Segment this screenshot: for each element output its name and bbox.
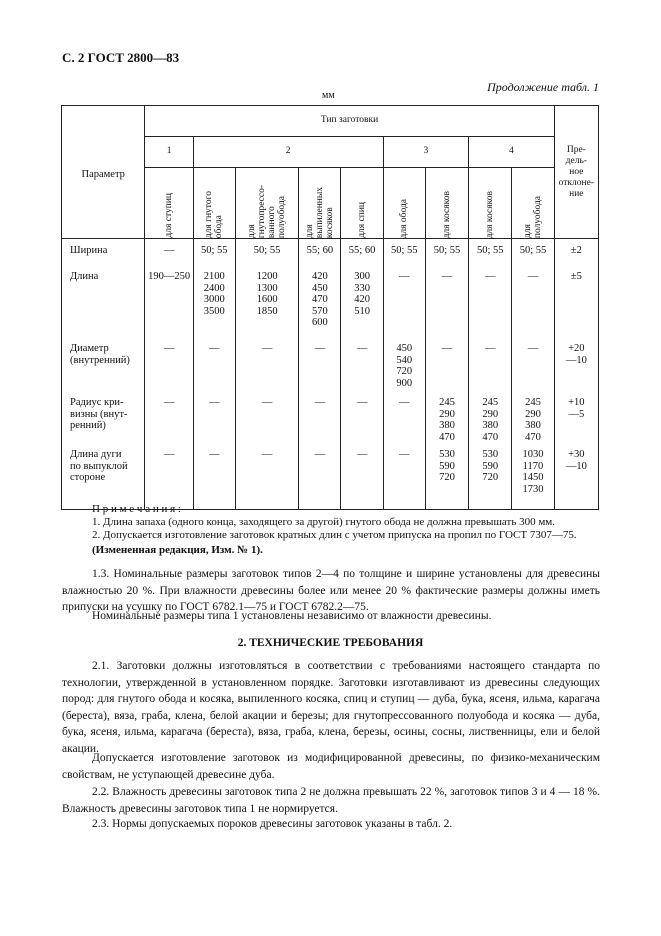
- edition-note: (Измененная редакция, Изм. № 1).: [92, 544, 263, 556]
- row-label: Радиус кри- визны (внут- ренний): [62, 393, 145, 445]
- table-cell: —: [341, 393, 383, 445]
- table-cell: —: [299, 445, 341, 510]
- table-cell: —: [425, 267, 468, 339]
- table-cell: —: [145, 339, 193, 393]
- table-cell: —: [341, 339, 383, 393]
- paragraph-2-3: [62, 816, 600, 833]
- subheader-cell: [341, 168, 383, 239]
- subheader-text: для выпиленных косяков: [304, 186, 335, 238]
- table-row: [62, 239, 599, 268]
- subheader-text: для гнутого обода: [204, 190, 225, 238]
- limit-cell: +10 —5: [554, 393, 598, 445]
- note-1: 1. Длина запаха (одного конца, заходящего за другой) гнутого обода не должна превышать 300 мм.: [92, 516, 556, 528]
- subheader-text: для косяков: [442, 190, 452, 238]
- table-cell: —: [383, 445, 425, 510]
- paragraph-1-3-text: 1.3. Номинальные размеры заготовок типов 2—4 по толщине и ширине установлены для древесины влажностью 20 %. При влажности древесины более или менее 20 % фактические размеры должны иметь припуски на усушку по ГОСТ 6782.1—75 и ГОСТ 6782.2—75.: [62, 568, 600, 614]
- table-cell: —: [235, 393, 298, 445]
- table-cell: 50; 55: [469, 239, 512, 268]
- limit-cell: ±5: [554, 267, 598, 339]
- table-cell: 530 590 720: [425, 445, 468, 510]
- limit-cell: +30 —10: [554, 445, 598, 510]
- type-number-2: 2: [193, 137, 383, 168]
- table-cell: —: [299, 393, 341, 445]
- table-cell: —: [383, 393, 425, 445]
- subheader-text: для косяков: [485, 190, 496, 238]
- table-cell: 55; 60: [299, 239, 341, 268]
- limit-header: Пре- дель- ное отклоне- ние: [554, 106, 598, 239]
- table-cell: —: [193, 445, 235, 510]
- table-cell: 300 330 420 510: [341, 267, 383, 339]
- type-number-4: 4: [469, 137, 555, 168]
- type-number-3: 3: [383, 137, 468, 168]
- table-cell: 530 590 720: [469, 445, 512, 510]
- page-header: С. 2 ГОСТ 2800—83: [62, 50, 180, 65]
- table-cell: —: [469, 339, 512, 393]
- table-cell: —: [145, 239, 193, 268]
- table-cell: 1030 1170 1450 1730: [512, 445, 554, 510]
- table-cell: 245 290 380 470: [512, 393, 554, 445]
- table-body: [62, 239, 599, 510]
- table-cell: —: [512, 267, 554, 339]
- subheader-text: для ступиц: [164, 193, 175, 238]
- type-header: Тип заготовки: [145, 106, 554, 137]
- table-cell: —: [512, 339, 554, 393]
- paragraph-2-1: [62, 658, 600, 758]
- paragraph-modified: [62, 750, 600, 783]
- table-cell: —: [299, 339, 341, 393]
- paragraph-type1-text: Номинальные размеры типа 1 установлены независимо от влажности древесины.: [92, 610, 492, 622]
- subheader-cell: [145, 168, 193, 239]
- table-cell: —: [341, 445, 383, 510]
- table-cell: 245 290 380 470: [425, 393, 468, 445]
- table-cell: 55; 60: [341, 239, 383, 268]
- notes-title: П р и м е ч а н и я :: [92, 503, 181, 515]
- param-header: Параметр: [62, 106, 145, 239]
- table-cell: —: [145, 445, 193, 510]
- table-row: [62, 339, 599, 393]
- section-title: 2. ТЕХНИЧЕСКИЕ ТРЕБОВАНИЯ: [237, 637, 424, 649]
- table-cell: 245 290 380 470: [469, 393, 512, 445]
- note-2: 2. Допускается изготовление заготовок кратных длин с учетом припуска на пропил по ГОСТ 7307—75.: [92, 529, 577, 541]
- type-number-1: 1: [145, 137, 193, 168]
- subheader-cell: [425, 168, 468, 239]
- subheader-cell: [383, 168, 425, 239]
- paragraph-modified-text: Допускается изготовление заготовок из модифицированной древесины, по физико-механическим свойствам, не уступающей древесине дуба.: [62, 752, 600, 781]
- dimensions-table: [61, 105, 599, 513]
- subheader-text: для полуобода: [522, 195, 543, 238]
- table-cell: 50; 55: [235, 239, 298, 268]
- table-cell: 50; 55: [512, 239, 554, 268]
- subheader-cell: [299, 168, 341, 239]
- subheader-cell: [235, 168, 298, 239]
- row-label: Диаметр (внутренний): [62, 339, 145, 393]
- paragraph-2-2: [62, 784, 600, 817]
- table-cell: —: [193, 393, 235, 445]
- paragraph-2-1-text: 2.1. Заготовки должны изготовляться в соответствии с требованиями настоящего стандарта по технологии, утвержденной в установленном порядке. Заготовки изготавливают из древесины следующих пород: для гнутого обода и косяка, выпиленного косяка, спиц и ступиц — дуба, бука, ясеня, ильма, карагача (береста), вяза, граба, клена, белой акации и березы; для гнутопрессованного полуобода и косяка — дуба, бука, ясеня, ильма, карагача (береста), вяза, граба, клена, березы, осины, сосны, лиственницы, ели и белой акации.: [62, 660, 600, 755]
- units-label: мм: [322, 90, 335, 101]
- table-continuation-label: Продолжение табл. 1: [487, 80, 599, 94]
- table-cell: —: [193, 339, 235, 393]
- row-label: Длина: [62, 267, 145, 339]
- row-label: Ширина: [62, 239, 145, 268]
- table-cell: —: [383, 267, 425, 339]
- table-cell: —: [235, 445, 298, 510]
- table-cell: 450 540 720 900: [383, 339, 425, 393]
- table-cell: 1200 1300 1600 1850: [235, 267, 298, 339]
- limit-cell: +20 —10: [554, 339, 598, 393]
- subheader-text: для обода: [399, 198, 410, 238]
- table-cell: 190—250: [145, 267, 193, 339]
- row-label: Длина дуги по выпуклой стороне: [62, 445, 145, 510]
- subheader-text: для гнутопрессо- ванного полуобода: [247, 184, 288, 238]
- table-cell: —: [145, 393, 193, 445]
- table-cell: —: [469, 267, 512, 339]
- table-cell: 50; 55: [193, 239, 235, 268]
- table-cell: 2100 2400 3000 3500: [193, 267, 235, 339]
- limit-cell: ±2: [554, 239, 598, 268]
- table-row: [62, 445, 599, 510]
- table-row: [62, 267, 599, 339]
- table-cell: 50; 55: [383, 239, 425, 268]
- paragraph-2-2-text: 2.2. Влажность древесины заготовок типа 2 не должна превышать 22 %, заготовок типов 3 и 4 — 18 %. Влажность древесины заготовок типа 1 не нормируется.: [62, 786, 600, 815]
- table-cell: —: [235, 339, 298, 393]
- subheader-cell: [469, 168, 512, 239]
- subheader-cell: [512, 168, 554, 239]
- table-cell: 50; 55: [425, 239, 468, 268]
- subheader-cell: [193, 168, 235, 239]
- paragraph-type1: [62, 608, 600, 625]
- paragraph-2-3-text: 2.3. Нормы допускаемых пороков древесины заготовок указаны в табл. 2.: [92, 818, 453, 830]
- subheader-text: для спиц: [357, 202, 368, 238]
- table-cell: —: [425, 339, 468, 393]
- table-cell: 420 450 470 570 600: [299, 267, 341, 339]
- table-row: [62, 393, 599, 445]
